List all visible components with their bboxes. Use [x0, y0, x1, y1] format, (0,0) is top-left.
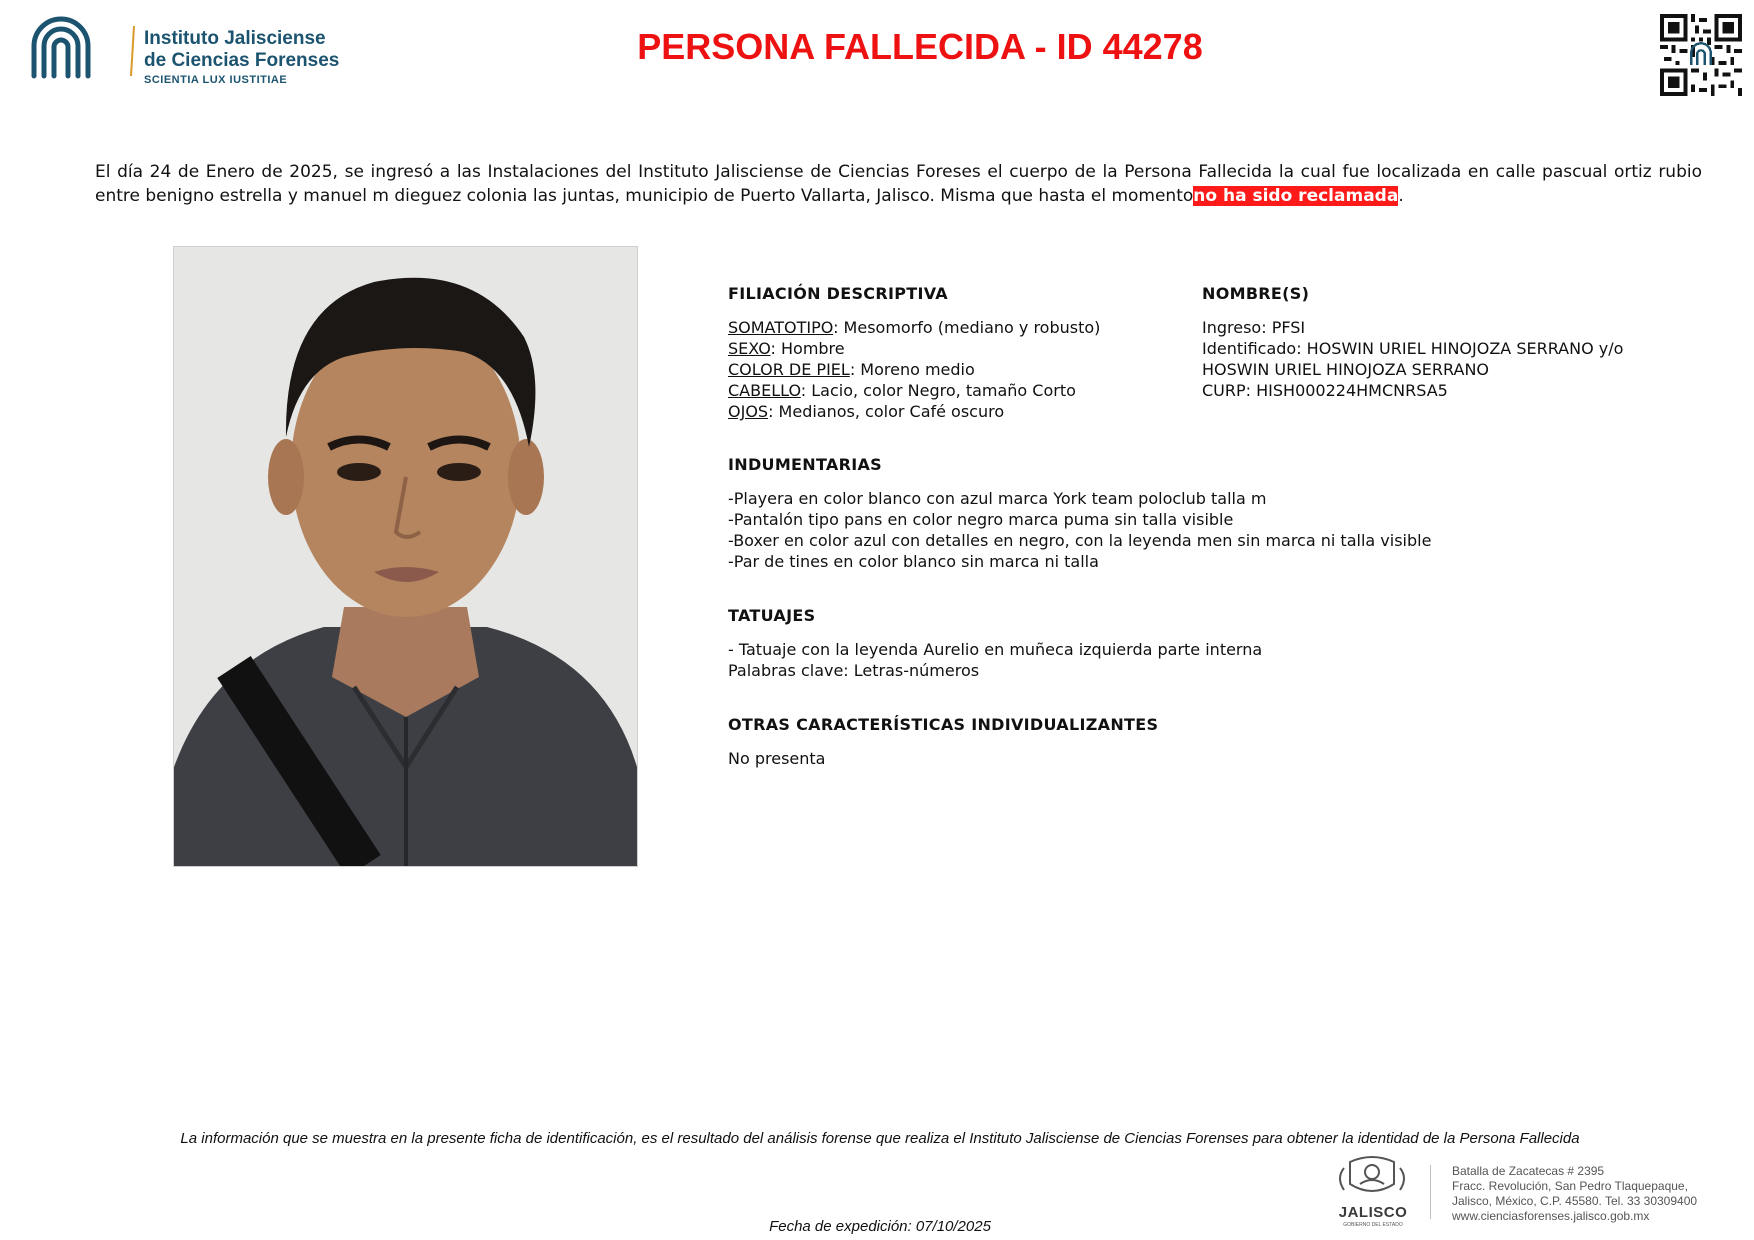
filiacion-heading: FILIACIÓN DESCRIPTIVA — [728, 284, 948, 303]
institution-name-line2: de Ciencias Forenses — [144, 50, 340, 71]
tatuajes-heading: TATUAJES — [728, 606, 816, 625]
tatuaje-item: - Tatuaje con la leyenda Aurelio en muñeca izquierda parte interna — [728, 640, 1263, 659]
institution-logo — [28, 10, 358, 85]
indumentaria-item: -Boxer en color azul con detalles en negro, con la leyenda men sin marca ni talla visible — [728, 531, 1432, 550]
indumentaria-item: -Playera en color blanco con azul marca York team poloclub talla m — [728, 489, 1267, 508]
color-piel-label: COLOR DE PIEL — [728, 360, 850, 379]
page-title: PERSONA FALLECIDA - ID 44278 — [637, 26, 1203, 67]
intro-end: . — [1398, 185, 1404, 206]
address-line: Fracc. Revolución, San Pedro Tlaquepaque, — [1452, 1179, 1688, 1193]
footer-divider — [1430, 1165, 1431, 1219]
nombre-identificado: Identificado: HOSWIN URIEL HINOJOZA SERRANO y/o — [1202, 339, 1624, 358]
indumentaria-item: -Pantalón tipo pans en color negro marca puma sin talla visible — [728, 510, 1234, 529]
otras-heading: OTRAS CARACTERÍSTICAS INDIVIDUALIZANTES — [728, 715, 1159, 734]
nombre-alias: HOSWIN URIEL HINOJOZA SERRANO — [1202, 360, 1490, 379]
person-photo — [173, 246, 638, 867]
sexo-value: : Hombre — [770, 339, 845, 358]
somatotipo-label: SOMATOTIPO — [728, 318, 834, 337]
jalisco-sub: GOBIERNO DEL ESTADO — [1343, 1222, 1403, 1228]
nombre-ingreso: Ingreso: PFSI — [1202, 318, 1306, 337]
filiacion-color-piel — [728, 359, 1168, 380]
intro-text: El día 24 de Enero de 2025, se ingresó a las Instalaciones del Instituto Jalisciense de Ciencias Foreses el cuerpo de la Persona Fallecida la cual fue localizada en calle pascual ortiz rubio entre benigno estrella y manuel m dieguez colonia las juntas, municipio de Puerto Vallarta, Jalisco. Misma que hasta el momento — [95, 162, 1702, 206]
address-line: Jalisco, México, C.P. 45580. Tel. 33 30309400 — [1452, 1194, 1698, 1208]
filiacion-section — [728, 283, 1168, 422]
filiacion-somatotipo — [728, 317, 1168, 338]
person-photo-illustration — [174, 247, 637, 866]
tatuaje-keywords: Palabras clave: Letras-números — [728, 661, 980, 680]
issue-date: Fecha de expedición: 07/10/2025 — [769, 1218, 991, 1235]
otras-value: No presenta — [728, 749, 826, 768]
sexo-label: SEXO — [728, 339, 771, 358]
cabello-value: : Lacio, color Negro, tamaño Corto — [800, 381, 1076, 400]
ojos-label: OJOS — [728, 402, 769, 421]
address-line: Batalla de Zacatecas # 2395 — [1452, 1164, 1605, 1178]
indumentarias-section — [728, 454, 1708, 572]
footer-address — [1452, 1164, 1697, 1224]
cabello-label: CABELLO — [728, 381, 801, 400]
filiacion-cabello — [728, 380, 1168, 401]
jalisco-name: JALISCO — [1338, 1204, 1408, 1221]
fingerprint-logo-icon — [28, 10, 94, 82]
otras-section — [728, 714, 1708, 769]
nombres-section — [1202, 283, 1722, 401]
color-piel-value: : Moreno medio — [849, 360, 975, 379]
institution-name-line1: Instituto Jalisciense — [144, 28, 326, 49]
logo-text — [144, 28, 339, 86]
ojos-value: : Medianos, color Café oscuro — [768, 402, 1005, 421]
address-website: www.cienciasforenses.jalisco.gob.mx — [1452, 1209, 1650, 1223]
qr-code-icon — [1660, 14, 1742, 96]
intro-paragraph — [95, 161, 1702, 208]
nombres-heading: NOMBRE(S) — [1202, 284, 1310, 303]
unclaimed-highlight: no ha sido reclamada — [1193, 185, 1399, 206]
tatuajes-section — [728, 605, 1708, 681]
filiacion-sexo — [728, 338, 1168, 359]
logo-divider — [130, 26, 136, 76]
filiacion-ojos — [728, 401, 1168, 422]
somatotipo-value: : Mesomorfo (mediano y robusto) — [833, 318, 1101, 337]
nombre-curp: CURP: HISH000224HMCNRSA5 — [1202, 381, 1448, 400]
indumentaria-item: -Par de tines en color blanco sin marca ni talla — [728, 552, 1099, 571]
institution-motto: SCIENTIA LUX IUSTITIAE — [144, 74, 288, 86]
indumentarias-heading: INDUMENTARIAS — [728, 455, 882, 474]
footer-disclaimer: La información que se muestra en la presente ficha de identificación, es el resultado del análisis forense que realiza el Instituto Jalisciense de Ciencias Forenses para obtener la identidad de la Persona Fallecida — [180, 1130, 1580, 1147]
